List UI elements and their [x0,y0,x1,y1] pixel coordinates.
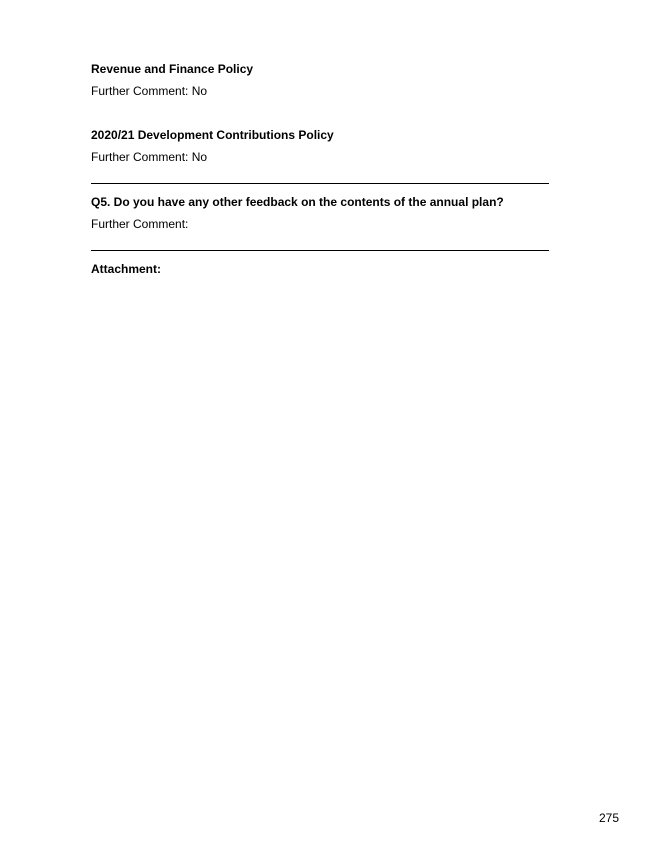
section-divider [91,183,549,184]
attachment-label: Attachment: [91,262,162,276]
section-divider [91,250,549,251]
page-number: 275 [599,811,620,825]
section-comment-revenue-finance-policy: Further Comment: No [91,84,208,98]
section-heading-development-contributions-policy: 2020/21 Development Contributions Policy [91,128,334,142]
question-q5-heading: Q5. Do you have any other feedback on the contents of the annual plan? [91,195,504,209]
section-comment-development-contributions-policy: Further Comment: No [91,150,208,164]
section-heading-revenue-finance-policy: Revenue and Finance Policy [91,62,254,76]
question-q5-comment: Further Comment: [91,217,189,231]
